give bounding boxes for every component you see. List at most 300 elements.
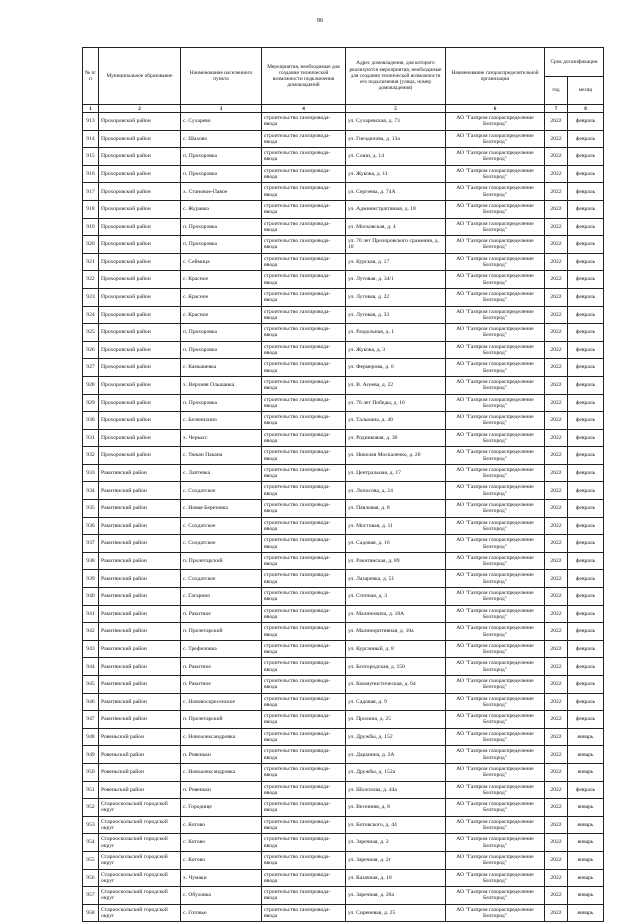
year-cell: 2022 (545, 588, 568, 606)
address-cell: ул. Даранина, д. 2А (346, 746, 446, 764)
settlement-cell: с. Сухарево (181, 113, 262, 131)
measure-cell: строительство газопровода-ввода (262, 218, 346, 236)
table-row (83, 623, 604, 641)
table-row (83, 517, 604, 535)
year-cell: 2022 (545, 394, 568, 412)
month-cell: февраль (568, 324, 604, 342)
row-number: 917 (83, 183, 99, 201)
organization-cell: АО "Газпром газораспределение Белгород" (446, 324, 545, 342)
month-cell: февраль (568, 500, 604, 518)
organization-cell: АО "Газпром газораспределение Белгород" (446, 816, 545, 834)
gasification-table (82, 47, 604, 922)
measure-cell: строительство газопровода-ввода (262, 341, 346, 359)
address-cell: ул. Белгородская, д. 150 (346, 658, 446, 676)
address-cell: ул. Павловая, д. 8 (346, 500, 446, 518)
settlement-cell: с. Солдатское (181, 482, 262, 500)
address-cell: ул. Ракитянская, д. 89 (346, 552, 446, 570)
address-cell: ул. Сергеева, д. 74А (346, 183, 446, 201)
settlement-cell: п. Прохоровка (181, 236, 262, 254)
row-number: 942 (83, 623, 99, 641)
month-cell: февраль (568, 218, 604, 236)
row-number: 927 (83, 359, 99, 377)
address-cell: ул. Мостовая, д. 11 (346, 517, 446, 535)
address-cell: ул. Дружбы, д. 152а (346, 763, 446, 781)
organization-cell: АО "Газпром газораспределение Белгород" (446, 728, 545, 746)
settlement-cell: с. Новая Березовка (181, 500, 262, 518)
year-cell: 2022 (545, 271, 568, 289)
measure-cell: строительство газопровода-ввода (262, 676, 346, 694)
municipality-cell: Ракитянский район (99, 676, 181, 694)
municipality-cell: Прохоровский район (99, 394, 181, 412)
address-cell: ул. Пролина, д. 25 (346, 711, 446, 729)
row-number: 955 (83, 851, 99, 869)
table-row (83, 306, 604, 324)
municipality-cell: Ракитянский район (99, 552, 181, 570)
measure-cell: строительство газопровода-ввода (262, 200, 346, 218)
year-cell: 2022 (545, 623, 568, 641)
municipality-cell: Ракитянский район (99, 535, 181, 553)
table-row (83, 552, 604, 570)
measure-cell: строительство газопровода-ввода (262, 535, 346, 553)
row-number: 941 (83, 605, 99, 623)
settlement-cell: с. Сеймица (181, 253, 262, 271)
municipality-cell: Прохоровский район (99, 306, 181, 324)
municipality-cell: Прохоровский район (99, 130, 181, 148)
organization-cell: АО "Газпром газораспределение Белгород" (446, 799, 545, 817)
address-cell: ул. Заречная, д. 2 (346, 834, 446, 852)
settlement-cell: п. Ракитное (181, 676, 262, 694)
table-row (83, 816, 604, 834)
row-number: 919 (83, 218, 99, 236)
municipality-cell: Ровеньский район (99, 781, 181, 799)
table-row (83, 887, 604, 905)
settlement-cell: с. Шахово (181, 130, 262, 148)
table-row (83, 781, 604, 799)
organization-cell: АО "Газпром газораспределение Белгород" (446, 429, 545, 447)
settlement-cell: с. Солдатское (181, 517, 262, 535)
row-number: 952 (83, 799, 99, 817)
year-cell: 2022 (545, 288, 568, 306)
organization-cell: АО "Газпром газораспределение Белгород" (446, 605, 545, 623)
measure-cell: строительство газопровода-ввода (262, 113, 346, 131)
header-measures: Мероприятия, необходимые для создания технической возможности подключения домовладений (262, 48, 346, 105)
municipality-cell: Прохоровский район (99, 412, 181, 430)
table-row (83, 834, 604, 852)
settlement-cell: с. Камышевка (181, 359, 262, 377)
address-cell: ул. Фермерова, д. 6 (346, 359, 446, 377)
settlement-cell: с. Котово (181, 816, 262, 834)
row-number: 916 (83, 165, 99, 183)
measure-cell: строительство газопровода-ввода (262, 834, 346, 852)
municipality-cell: Прохоровский район (99, 376, 181, 394)
organization-cell: АО "Газпром газораспределение Белгород" (446, 394, 545, 412)
address-cell: ул. Родниковая, д. 36 (346, 429, 446, 447)
address-cell: ул. Лутовая, д. 34/1 (346, 271, 446, 289)
table-row (83, 412, 604, 430)
table-row (83, 447, 604, 465)
municipality-cell: Ракитянский район (99, 517, 181, 535)
measure-cell: строительство газопровода-ввода (262, 447, 346, 465)
municipality-cell: Ракитянский район (99, 500, 181, 518)
year-cell: 2022 (545, 746, 568, 764)
measure-cell: строительство газопровода-ввода (262, 271, 346, 289)
municipality-cell: Прохоровский район (99, 288, 181, 306)
table-row (83, 218, 604, 236)
settlement-cell: с. Трефиловка (181, 640, 262, 658)
year-cell: 2022 (545, 200, 568, 218)
row-number: 918 (83, 200, 99, 218)
row-number: 913 (83, 113, 99, 131)
row-number: 933 (83, 464, 99, 482)
row-number: 948 (83, 728, 99, 746)
month-cell: февраль (568, 623, 604, 641)
organization-cell: АО "Газпром газораспределение Белгород" (446, 482, 545, 500)
address-cell: ул. Весенняя, д. 8 (346, 799, 446, 817)
month-cell: февраль (568, 640, 604, 658)
municipality-cell: Прохоровский район (99, 218, 181, 236)
month-cell: февраль (568, 236, 604, 254)
measure-cell: строительство газопровода-ввода (262, 799, 346, 817)
municipality-cell: Ракитянский район (99, 570, 181, 588)
organization-cell: АО "Газпром газораспределение Белгород" (446, 588, 545, 606)
settlement-cell: п. Прохоровка (181, 218, 262, 236)
measure-cell: строительство газопровода-ввода (262, 376, 346, 394)
settlement-cell: с. Красное (181, 306, 262, 324)
address-cell: ул. Котовского, д. 44 (346, 816, 446, 834)
address-cell: ул. Коммунистическая, д. 64 (346, 676, 446, 694)
organization-cell: АО "Газпром газораспределение Белгород" (446, 676, 545, 694)
municipality-cell: Ракитянский район (99, 640, 181, 658)
year-cell: 2022 (545, 904, 568, 922)
address-cell: ул. Сухаревская, д. 73 (346, 113, 446, 131)
page-number: 96 (316, 17, 324, 24)
year-cell: 2022 (545, 130, 568, 148)
organization-cell: АО "Газпром газораспределение Белгород" (446, 658, 545, 676)
table-row (83, 359, 604, 377)
settlement-cell: п. Ракитное (181, 605, 262, 623)
year-cell: 2022 (545, 218, 568, 236)
address-cell: ул. Сиреневая, д. 25 (346, 904, 446, 922)
settlement-cell: с. Беленихино (181, 412, 262, 430)
table-row (83, 693, 604, 711)
settlement-cell: с. Городище (181, 799, 262, 817)
municipality-cell: Прохоровский район (99, 165, 181, 183)
row-number: 915 (83, 148, 99, 166)
organization-cell: АО "Газпром газораспределение Белгород" (446, 341, 545, 359)
table-row (83, 236, 604, 254)
month-cell: февраль (568, 148, 604, 166)
municipality-cell: Прохоровский район (99, 447, 181, 465)
row-number: 921 (83, 253, 99, 271)
organization-cell: АО "Газпром газораспределение Белгород" (446, 218, 545, 236)
measure-cell: строительство газопровода-ввода (262, 148, 346, 166)
month-cell: февраль (568, 200, 604, 218)
measure-cell: строительство газопровода-ввода (262, 763, 346, 781)
measure-cell: строительство газопровода-ввода (262, 464, 346, 482)
month-cell: январь (568, 851, 604, 869)
row-number: 956 (83, 869, 99, 887)
month-cell: январь (568, 799, 604, 817)
table-row (83, 658, 604, 676)
municipality-cell: Прохоровский район (99, 236, 181, 254)
address-cell: ул. Сошн, д. 14 (346, 148, 446, 166)
organization-cell: АО "Газпром газораспределение Белгород" (446, 887, 545, 905)
measure-cell: строительство газопровода-ввода (262, 887, 346, 905)
row-number: 945 (83, 676, 99, 694)
month-cell: февраль (568, 183, 604, 201)
row-number: 943 (83, 640, 99, 658)
year-cell: 2022 (545, 728, 568, 746)
settlement-cell: с. Лаптевка (181, 464, 262, 482)
municipality-cell: Ракитянский район (99, 623, 181, 641)
month-cell: январь (568, 904, 604, 922)
header-municipality: Муниципальное образование (99, 48, 181, 105)
measure-cell: строительство газопровода-ввода (262, 359, 346, 377)
year-cell: 2022 (545, 570, 568, 588)
settlement-cell: п. Ракитное (181, 658, 262, 676)
year-cell: 2022 (545, 640, 568, 658)
municipality-cell: Прохоровский район (99, 341, 181, 359)
organization-cell: АО "Газпром газораспределение Белгород" (446, 306, 545, 324)
row-number: 937 (83, 535, 99, 553)
header-num: № п/п (83, 48, 99, 105)
address-cell: ул. 70 лет Прохоровского сражения, д. 10 (346, 236, 446, 254)
organization-cell: АО "Газпром газораспределение Белгород" (446, 464, 545, 482)
settlement-cell: с. Котово (181, 851, 262, 869)
row-number: 951 (83, 781, 99, 799)
measure-cell: строительство газопровода-ввода (262, 412, 346, 430)
organization-cell: АО "Газпром газораспределение Белгород" (446, 851, 545, 869)
municipality-cell: Прохоровский район (99, 271, 181, 289)
header-deadline: Срок догазификации (545, 48, 604, 77)
month-cell: февраль (568, 588, 604, 606)
measure-cell: строительство газопровода-ввода (262, 658, 346, 676)
settlement-cell: с. Новоалександровка (181, 728, 262, 746)
table-row (83, 200, 604, 218)
column-number: 1 (83, 105, 99, 113)
organization-cell: АО "Газпром газораспределение Белгород" (446, 183, 545, 201)
municipality-cell: Ракитянский район (99, 693, 181, 711)
measure-cell: строительство газопровода-ввода (262, 711, 346, 729)
measure-cell: строительство газопровода-ввода (262, 728, 346, 746)
month-cell: февраль (568, 288, 604, 306)
table-row (83, 799, 604, 817)
municipality-cell: Ракитянский район (99, 464, 181, 482)
settlement-cell: с. Новоалександровка (181, 763, 262, 781)
address-cell: ул. Казачная, д. 10 (346, 869, 446, 887)
table-row (83, 341, 604, 359)
year-cell: 2022 (545, 552, 568, 570)
column-number: 4 (262, 105, 346, 113)
table-row (83, 711, 604, 729)
row-number: 924 (83, 306, 99, 324)
row-number: 947 (83, 711, 99, 729)
organization-cell: АО "Газпром газораспределение Белгород" (446, 904, 545, 922)
measure-cell: строительство газопровода-ввода (262, 165, 346, 183)
settlement-cell: п. Прохоровка (181, 341, 262, 359)
column-number: 7 (545, 105, 568, 113)
table-row (83, 394, 604, 412)
address-cell: ул. Заречная, д. 20а (346, 887, 446, 905)
month-cell: февраль (568, 253, 604, 271)
settlement-cell: х. Чумаки (181, 869, 262, 887)
settlement-cell: х. Черкасс (181, 429, 262, 447)
row-number: 946 (83, 693, 99, 711)
organization-cell: АО "Газпром газораспределение Белгород" (446, 148, 545, 166)
month-cell: февраль (568, 130, 604, 148)
row-number: 930 (83, 412, 99, 430)
row-number: 920 (83, 236, 99, 254)
organization-cell: АО "Газпром газораспределение Белгород" (446, 869, 545, 887)
year-cell: 2022 (545, 412, 568, 430)
year-cell: 2022 (545, 429, 568, 447)
table-row (83, 728, 604, 746)
table-body (83, 113, 604, 922)
month-cell: январь (568, 746, 604, 764)
municipality-cell: Старооскольский городской округ (99, 851, 181, 869)
settlement-cell: с. Котово (181, 834, 262, 852)
address-cell: ул. Жукова, д. 3 (346, 341, 446, 359)
address-cell: ул. Николая Москаленко, д. 20 (346, 447, 446, 465)
month-cell: февраль (568, 165, 604, 183)
month-cell: январь (568, 887, 604, 905)
table-row (83, 324, 604, 342)
organization-cell: АО "Газпром газораспределение Белгород" (446, 640, 545, 658)
organization-cell: АО "Газпром газораспределение Белгород" (446, 763, 545, 781)
table-row (83, 851, 604, 869)
settlement-cell: п. Ровеньки (181, 781, 262, 799)
month-cell: февраль (568, 271, 604, 289)
column-number: 8 (568, 105, 604, 113)
settlement-cell: с. Гагарино (181, 588, 262, 606)
header-month: месяц (568, 77, 604, 105)
row-number: 940 (83, 588, 99, 606)
measure-cell: строительство газопровода-ввода (262, 746, 346, 764)
table-row (83, 640, 604, 658)
organization-cell: АО "Газпром газораспределение Белгород" (446, 693, 545, 711)
municipality-cell: Ровеньский район (99, 728, 181, 746)
address-cell: ул. Лопосова, д. 24 (346, 482, 446, 500)
month-cell: январь (568, 834, 604, 852)
measure-cell: строительство газопровода-ввода (262, 640, 346, 658)
table-row (83, 464, 604, 482)
measure-cell: строительство газопровода-ввода (262, 869, 346, 887)
organization-cell: АО "Газпром газораспределение Белгород" (446, 781, 545, 799)
settlement-cell: п. Прохоровка (181, 165, 262, 183)
municipality-cell: Старооскольский городской округ (99, 799, 181, 817)
month-cell: январь (568, 816, 604, 834)
year-cell: 2022 (545, 447, 568, 465)
column-numbers-row (83, 105, 604, 113)
table-row (83, 429, 604, 447)
measure-cell: строительство газопровода-ввода (262, 904, 346, 922)
row-number: 928 (83, 376, 99, 394)
year-cell: 2022 (545, 711, 568, 729)
organization-cell: АО "Газпром газораспределение Белгород" (446, 834, 545, 852)
measure-cell: строительство газопровода-ввода (262, 552, 346, 570)
address-cell: ул. Садовая, д. 9 (346, 693, 446, 711)
address-cell: ул. Тальмана, д. 40 (346, 412, 446, 430)
organization-cell: АО "Газпром газораспределение Белгород" (446, 113, 545, 131)
table-row (83, 535, 604, 553)
municipality-cell: Прохоровский район (99, 359, 181, 377)
measure-cell: строительство газопровода-ввода (262, 693, 346, 711)
table-row (83, 113, 604, 131)
year-cell: 2022 (545, 113, 568, 131)
month-cell: февраль (568, 306, 604, 324)
address-cell: ул. Московская, д. 4 (346, 218, 446, 236)
address-cell: ул. Жукова, д. 11 (346, 165, 446, 183)
measure-cell: строительство газопровода-ввода (262, 482, 346, 500)
column-number: 6 (446, 105, 545, 113)
row-number: 931 (83, 429, 99, 447)
settlement-cell: с. Журавка (181, 200, 262, 218)
measure-cell: строительство газопровода-ввода (262, 517, 346, 535)
table-row (83, 904, 604, 922)
organization-cell: АО "Газпром газораспределение Белгород" (446, 552, 545, 570)
row-number: 922 (83, 271, 99, 289)
settlement-cell: п. Пролетарский (181, 711, 262, 729)
year-cell: 2022 (545, 851, 568, 869)
year-cell: 2022 (545, 482, 568, 500)
address-cell: ул. Дружбы, д. 152 (346, 728, 446, 746)
row-number: 934 (83, 482, 99, 500)
municipality-cell: Ракитянский район (99, 588, 181, 606)
month-cell: февраль (568, 781, 604, 799)
month-cell: февраль (568, 359, 604, 377)
month-cell: февраль (568, 376, 604, 394)
organization-cell: АО "Газпром газораспределение Белгород" (446, 711, 545, 729)
municipality-cell: Старооскольский городской округ (99, 887, 181, 905)
organization-cell: АО "Газпром газораспределение Белгород" (446, 271, 545, 289)
organization-cell: АО "Газпром газораспределение Белгород" (446, 623, 545, 641)
row-number: 953 (83, 816, 99, 834)
month-cell: февраль (568, 517, 604, 535)
measure-cell: строительство газопровода-ввода (262, 253, 346, 271)
organization-cell: АО "Газпром газораспределение Белгород" (446, 359, 545, 377)
municipality-cell: Ровеньский район (99, 763, 181, 781)
row-number: 935 (83, 500, 99, 518)
header-address: Адрес домовладения, для которого реализуются мероприятия, необходимые для создания технической возможности его подключения (улица, номер домовладения) (346, 48, 446, 105)
municipality-cell: Ракитянский район (99, 711, 181, 729)
municipality-cell: Старооскольский городской округ (99, 869, 181, 887)
settlement-cell: п. Прохоровка (181, 324, 262, 342)
table-row (83, 271, 604, 289)
municipality-cell: Старооскольский городской округ (99, 834, 181, 852)
year-cell: 2022 (545, 816, 568, 834)
table-row (83, 165, 604, 183)
settlement-cell: с. Красное (181, 288, 262, 306)
month-cell: февраль (568, 658, 604, 676)
municipality-cell: Прохоровский район (99, 148, 181, 166)
municipality-cell: Прохоровский район (99, 253, 181, 271)
column-number: 3 (181, 105, 262, 113)
table-row (83, 676, 604, 694)
address-cell: ул. 70 лет Победы, д. 16 (346, 394, 446, 412)
row-number: 958 (83, 904, 99, 922)
header-organization: Наименование газораспределительной организации (446, 48, 545, 105)
address-cell: ул. В. Асеева, д. 22 (346, 376, 446, 394)
year-cell: 2022 (545, 535, 568, 553)
settlement-cell: с. Красное (181, 271, 262, 289)
organization-cell: АО "Газпром газораспределение Белгород" (446, 517, 545, 535)
row-number: 914 (83, 130, 99, 148)
month-cell: февраль (568, 676, 604, 694)
measure-cell: строительство газопровода-ввода (262, 816, 346, 834)
settlement-cell: п. Прохоровка (181, 148, 262, 166)
municipality-cell: Старооскольский городской округ (99, 904, 181, 922)
address-cell: ул. Шолохова, д. 44а (346, 781, 446, 799)
